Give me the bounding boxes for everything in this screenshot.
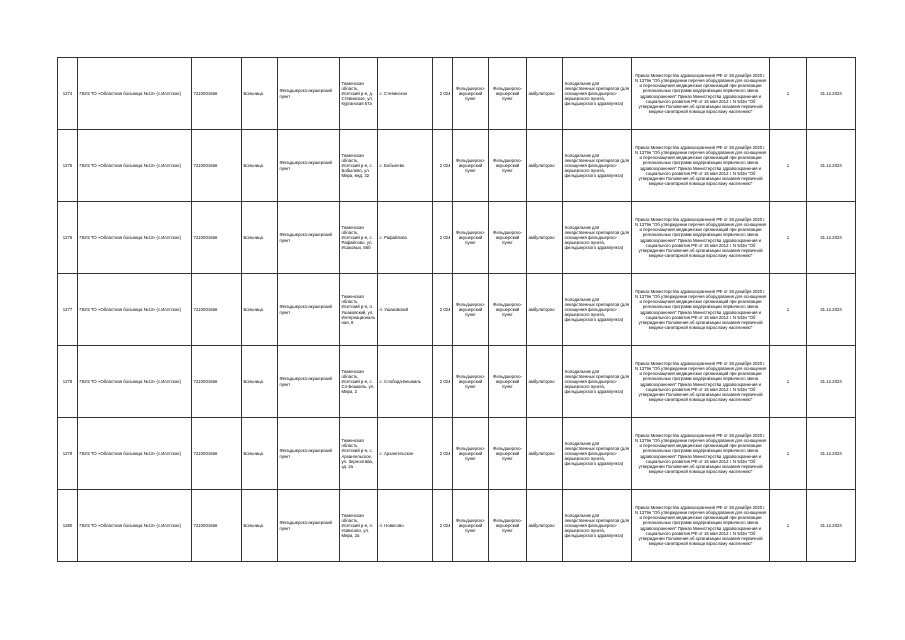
due-date: 31.12.2024 [807,346,856,418]
regulation-order: Приказ Министерства здравоохранения РФ от 28 декабря 2020 г. N 1379н "Об утверждении перечня оборудования для оснащения и переоснащения медицинских организаций при реализации региональных программ модернизации первичного звена здравоохранения" Приказ Министерства здравоохранения и социального развития РФ от 15 мая 2012 г. N 543н "Об утверждении Положения об организации оказания первичной медико-санитарной помощи взрослому населению" [632,418,770,490]
inn-code: 7210001666 [192,130,242,202]
unit-kind: Фельдшерско-акушерский пункт [453,130,489,202]
organization-name: ГБУЗ ТО «Областная больница №13» (с.Исетское) [78,418,192,490]
table-row [58,346,856,418]
table-row [58,58,856,130]
address: Тюменская область, Исетский р-н, с. Сл-Бешкиль, ул. Мира, 2 [340,346,378,418]
due-date: 31.12.2024 [807,274,856,346]
institution-type: Больница [242,58,278,130]
year: 2 024 [433,130,453,202]
unit-name: Фельдшерско-акушерский пункт [278,130,340,202]
care-type: амбулаторно [527,58,563,130]
due-date: 31.12.2024 [807,130,856,202]
year: 2 024 [433,346,453,418]
equipment-name: Холодильник для лекарственных препаратов (для оснащения фельдшерско-акушерского пункта, фельдшерского здравпункта) [563,130,632,202]
table-row [58,418,856,490]
unit-name: Фельдшерско-акушерский пункт [278,274,340,346]
unit-kind-2: Фельдшерско-акушерский пункт [489,58,527,130]
care-type: амбулаторно [527,274,563,346]
table-row [58,202,856,274]
care-type: амбулаторно [527,346,563,418]
address: Тюменская область, Исетский р-н, с. Бобылево, ул. Мира, мкд. 32 [340,130,378,202]
due-date: 31.12.2024 [807,202,856,274]
organization-name: ГБУЗ ТО «Областная больница №13» (с.Исетское) [78,202,192,274]
row-number: 1276 [58,202,78,274]
organization-name: ГБУЗ ТО «Областная больница №13» (с.Исетское) [78,130,192,202]
quantity: 1 [770,346,807,418]
regulation-order: Приказ Министерства здравоохранения РФ от 28 декабря 2020 г. N 1379н "Об утверждении перечня оборудования для оснащения и переоснащения медицинских организаций при реализации региональных программ модернизации первичного звена здравоохранения" Приказ Министерства здравоохранения и социального развития РФ от 15 мая 2012 г. N 543н "Об утверждении Положения об организации оказания первичной медико-санитарной помощи взрослому населению" [632,58,770,130]
institution-type: Больница [242,490,278,562]
quantity: 1 [770,418,807,490]
quantity: 1 [770,274,807,346]
unit-kind-2: Фельдшерско-акушерский пункт [489,490,527,562]
unit-name: Фельдшерско-акушерский пункт [278,346,340,418]
equipment-name: Холодильник для лекарственных препаратов (для оснащения фельдшерско-акушерского пункта, фельдшерского здравпункта) [563,490,632,562]
unit-kind-2: Фельдшерско-акушерский пункт [489,274,527,346]
institution-type: Больница [242,202,278,274]
quantity: 1 [770,202,807,274]
row-number: 1279 [58,418,78,490]
regulation-order: Приказ Министерства здравоохранения РФ от 28 декабря 2020 г. N 1379н "Об утверждении перечня оборудования для оснащения и переоснащения медицинских организаций при реализации региональных программ модернизации первичного звена здравоохранения" Приказ Министерства здравоохранения и социального развития РФ от 15 мая 2012 г. N 543н "Об утверждении Положения об организации оказания первичной медико-санитарной помощи взрослому населению" [632,130,770,202]
organization-name: ГБУЗ ТО «Областная больница №13» (с.Исетское) [78,58,192,130]
locality: с. Слобода-Бешкиль [378,346,433,418]
unit-kind-2: Фельдшерско-акушерский пункт [489,346,527,418]
due-date: 31.12.2024 [807,418,856,490]
regulation-order: Приказ Министерства здравоохранения РФ от 28 декабря 2020 г. N 1379н "Об утверждении перечня оборудования для оснащения и переоснащения медицинских организаций при реализации региональных программ модернизации первичного звена здравоохранения" Приказ Министерства здравоохранения и социального развития РФ от 15 мая 2012 г. N 543н "Об утверждении Положения об организации оказания первичной медико-санитарной помощи взрослому населению" [632,490,770,562]
unit-kind: Фельдшерско-акушерский пункт [453,274,489,346]
locality: п. Новисово [378,490,433,562]
row-number: 1274 [58,58,78,130]
address: Тюменская область, Исетский р-н, с. Архангельское, ул. Зерноотава, зд. 2а [340,418,378,490]
row-number: 1280 [58,490,78,562]
equipment-name: Холодильник для лекарственных препаратов (для оснащения фельдшерско-акушерского пункта, фельдшерского здравпункта) [563,58,632,130]
inn-code: 7210001666 [192,346,242,418]
unit-kind-2: Фельдшерско-акушерский пункт [489,130,527,202]
care-type: амбулаторно [527,130,563,202]
address: Тюменская область, Исетский р-н, с. Рафайлово, ул. Исаковых, 56б [340,202,378,274]
table-body [58,58,856,562]
inn-code: 7210001666 [192,58,242,130]
organization-name: ГБУЗ ТО «Областная больница №13» (с.Исетское) [78,490,192,562]
unit-kind: Фельдшерско-акушерский пункт [453,490,489,562]
institution-type: Больница [242,346,278,418]
equipment-name: Холодильник для лекарственных препаратов (для оснащения фельдшерско-акушерского пункта, фельдшерского здравпункта) [563,346,632,418]
organization-name: ГБУЗ ТО «Областная больница №13» (с.Исетское) [78,346,192,418]
equipment-table [57,57,856,562]
institution-type: Больница [242,418,278,490]
year: 2 024 [433,490,453,562]
due-date: 31.12.2024 [807,58,856,130]
regulation-order: Приказ Министерства здравоохранения РФ от 28 декабря 2020 г. N 1379н "Об утверждении перечня оборудования для оснащения и переоснащения медицинских организаций при реализации региональных программ модернизации первичного звена здравоохранения" Приказ Министерства здравоохранения и социального развития РФ от 15 мая 2012 г. N 543н "Об утверждении Положения об организации оказания первичной медико-санитарной помощи взрослому населению" [632,274,770,346]
locality: с. Стевинское [378,58,433,130]
quantity: 1 [770,130,807,202]
locality: с. Архангельское [378,418,433,490]
regulation-order: Приказ Министерства здравоохранения РФ от 28 декабря 2020 г. N 1379н "Об утверждении перечня оборудования для оснащения и переоснащения медицинских организаций при реализации региональных программ модернизации первичного звена здравоохранения" Приказ Министерства здравоохранения и социального развития РФ от 15 мая 2012 г. N 543н "Об утверждении Положения об организации оказания первичной медико-санитарной помощи взрослому населению" [632,346,770,418]
organization-name: ГБУЗ ТО «Областная больница №13» (с.Исетское) [78,274,192,346]
equipment-name: Холодильник для лекарственных препаратов (для оснащения фельдшерско-акушерского пункта, фельдшерского здравпункта) [563,418,632,490]
table-row [58,490,856,562]
unit-kind-2: Фельдшерско-акушерский пункт [489,418,527,490]
year: 2 024 [433,418,453,490]
regulation-order: Приказ Министерства здравоохранения РФ от 28 декабря 2020 г. N 1379н "Об утверждении перечня оборудования для оснащения и переоснащения медицинских организаций при реализации региональных программ модернизации первичного звена здравоохранения" Приказ Министерства здравоохранения и социального развития РФ от 15 мая 2012 г. N 543н "Об утверждении Положения об организации оказания первичной медико-санитарной помощи взрослому населению" [632,202,770,274]
table-row [58,130,856,202]
inn-code: 7210001666 [192,490,242,562]
row-number: 1278 [58,346,78,418]
quantity: 1 [770,58,807,130]
inn-code: 7210001666 [192,202,242,274]
unit-kind-2: Фельдшерско-акушерский пункт [489,202,527,274]
address: Тюменская область, Исетский р-н, п. Ушаковский, ул. Интернациональная, 8 [340,274,378,346]
locality: с. Рафайлово [378,202,433,274]
locality: с. Бобылево [378,130,433,202]
table-row [58,274,856,346]
unit-name: Фельдшерско-акушерский пункт [278,490,340,562]
inn-code: 7210001666 [192,418,242,490]
due-date: 31.12.2024 [807,490,856,562]
address: Тюменская область, Исетский р-н, п. Новисово, ул. Мира, 2а [340,490,378,562]
unit-kind: Фельдшерско-акушерский пункт [453,346,489,418]
unit-name: Фельдшерско-акушерский пункт [278,202,340,274]
unit-kind: Фельдшерско-акушерский пункт [453,58,489,130]
locality: п. Ушаковский [378,274,433,346]
quantity: 1 [770,490,807,562]
unit-kind: Фельдшерско-акушерский пункт [453,418,489,490]
year: 2 024 [433,274,453,346]
care-type: амбулаторно [527,490,563,562]
inn-code: 7210001666 [192,274,242,346]
row-number: 1277 [58,274,78,346]
institution-type: Больница [242,130,278,202]
equipment-name: Холодильник для лекарственных препаратов (для оснащения фельдшерско-акушерского пункта, фельдшерского здравпункта) [563,274,632,346]
address: Тюменская область, Исетский р-н, д. Стевинское, ул. Курганская 57а [340,58,378,130]
equipment-name: Холодильник для лекарственных препаратов (для оснащения фельдшерско-акушерского пункта, фельдшерского здравпункта) [563,202,632,274]
care-type: амбулаторно [527,202,563,274]
row-number: 1275 [58,130,78,202]
year: 2 024 [433,58,453,130]
care-type: амбулаторно [527,418,563,490]
unit-name: Фельдшерско-акушерский пункт [278,58,340,130]
unit-name: Фельдшерско-акушерский пункт [278,418,340,490]
year: 2 024 [433,202,453,274]
unit-kind: Фельдшерско-акушерский пункт [453,202,489,274]
institution-type: Больница [242,274,278,346]
